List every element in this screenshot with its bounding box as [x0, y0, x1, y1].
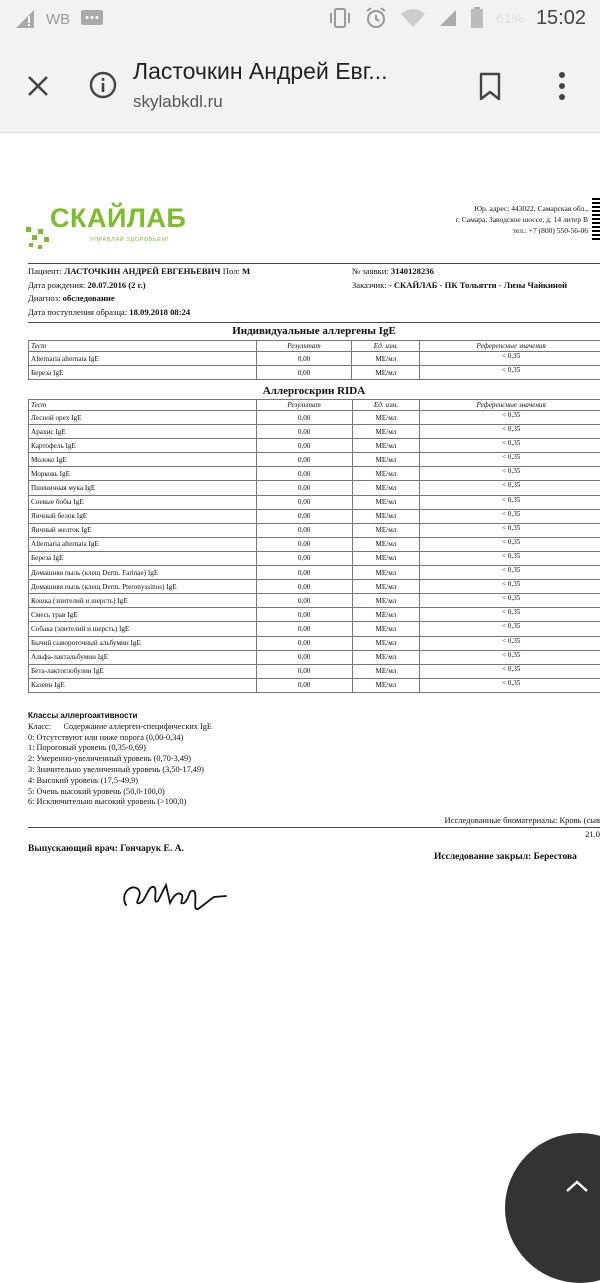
- info-icon: [88, 70, 118, 100]
- chevron-up-icon: [565, 1179, 589, 1193]
- page-info-button[interactable]: [88, 70, 118, 105]
- col-result: Результат: [256, 400, 352, 411]
- test-name: Яичный желток IgE: [29, 523, 257, 537]
- section-title-individual: Индивидуальные аллергены IgE: [28, 325, 600, 337]
- test-name: Береза IgE: [29, 366, 257, 380]
- results-table-individual: [28, 340, 600, 380]
- scroll-up-button[interactable]: [505, 1133, 600, 1283]
- unit-value: МЕ/мл: [352, 566, 420, 580]
- unit-value: МЕ/мл: [352, 594, 420, 608]
- patient-name: ЛАСТОЧКИН АНДРЕЙ ЕВГЕНЬЕВИЧ: [64, 266, 221, 276]
- result-value: 0,00: [256, 467, 352, 481]
- customer-line: [352, 280, 567, 290]
- reference-value: < 0,35: [420, 678, 600, 692]
- close-icon: [24, 72, 52, 100]
- result-value: 0,00: [256, 566, 352, 580]
- result-value: 0,00: [256, 425, 352, 439]
- more-vert-icon: [556, 70, 568, 102]
- address-line: Юр. адрес: 443022, Самарская обл.,: [456, 203, 588, 214]
- result-value: 0,00: [256, 608, 352, 622]
- test-name: Картофель IgE: [29, 439, 257, 453]
- reference-value: < 0,35: [420, 439, 600, 453]
- patient-name-line: [28, 266, 250, 276]
- unit-value: МЕ/мл: [352, 509, 420, 523]
- test-name: Alternaria alternata IgE: [29, 537, 257, 551]
- result-value: 0,00: [256, 622, 352, 636]
- lab-address: [456, 203, 588, 236]
- unit-value: МЕ/мл: [352, 537, 420, 551]
- table-row: [29, 467, 600, 481]
- reference-value: < 0,35: [420, 650, 600, 664]
- result-value: 0,00: [256, 481, 352, 495]
- table-row: [29, 580, 600, 594]
- table-row: [29, 537, 600, 551]
- message-icon: [80, 9, 104, 29]
- unit-value: МЕ/мл: [352, 650, 420, 664]
- status-bar: [0, 0, 600, 42]
- bookmark-icon: [478, 72, 502, 102]
- test-name: Собака (эпителий и шерсть) IgE: [29, 622, 257, 636]
- test-name: Alternaria alternata IgE: [29, 352, 257, 366]
- unit-value: МЕ/мл: [352, 453, 420, 467]
- col-reference: Референсные значения: [420, 341, 600, 352]
- reference-value: < 0,35: [420, 509, 600, 523]
- page-title: Ласточкин Андрей Евг...: [133, 58, 388, 85]
- table-row: [29, 495, 600, 509]
- test-name: Казеин IgE: [29, 678, 257, 692]
- table-row: [29, 664, 600, 678]
- test-name: Соевые бобы IgE: [29, 495, 257, 509]
- bookmark-button[interactable]: [478, 72, 502, 107]
- result-value: 0,00: [256, 366, 352, 380]
- diagnosis-label: Диагноз:: [28, 293, 60, 303]
- reference-value: < 0,35: [420, 352, 600, 366]
- col-test: Тест: [29, 400, 257, 411]
- clock: 15:02: [536, 7, 586, 30]
- class-item: 0: Отсутствуют или ниже порога (0,00-0,34): [28, 733, 212, 744]
- divider: [28, 322, 600, 323]
- order-line: [352, 266, 434, 276]
- alarm-icon: [364, 6, 388, 30]
- table-row: [29, 636, 600, 650]
- sex-label: Пол:: [223, 266, 240, 276]
- class-item: 4: Высокий уровень (17,5-49,9): [28, 776, 212, 787]
- more-options-button[interactable]: [556, 70, 568, 107]
- class-item: 6: Исключительно высокий уровень (>100,0): [28, 797, 212, 808]
- reference-value: < 0,35: [420, 425, 600, 439]
- sex-value: М: [242, 266, 250, 276]
- handwritten-signature: [118, 875, 228, 915]
- table-row: [29, 509, 600, 523]
- unit-value: МЕ/мл: [352, 481, 420, 495]
- unit-value: МЕ/мл: [352, 678, 420, 692]
- result-value: 0,00: [256, 636, 352, 650]
- class-item: 1: Пороговый уровень (0,35-0,69): [28, 743, 212, 754]
- test-name: Арахис IgE: [29, 425, 257, 439]
- col-reference: Референсные значения: [420, 400, 600, 411]
- classes-title: Классы аллергоактивности: [28, 711, 212, 722]
- birth-label: Дата рождения:: [28, 280, 85, 290]
- test-name: Альфа-лактальбумин IgE: [29, 650, 257, 664]
- table-header-row: [29, 400, 600, 411]
- pdf-document[interactable]: [0, 133, 600, 1066]
- table-row: [29, 650, 600, 664]
- cell-signal-icon: [438, 8, 458, 28]
- carrier-label: WB: [46, 11, 70, 28]
- doctor-signature-line: Выпускающий врач: Гончарук Е. А.: [28, 844, 184, 854]
- birth-value: 20.07.2016 (2 г.): [87, 280, 145, 290]
- close-button[interactable]: [24, 72, 52, 105]
- class-item: 2: Умеренно-увеличенный уровень (0,70-3,49): [28, 754, 212, 765]
- test-name: Кошка (эпителий и шерсть) IgE: [29, 594, 257, 608]
- table-row: [29, 608, 600, 622]
- custom-tab-toolbar: [0, 42, 600, 133]
- test-name: Смесь трав IgE: [29, 608, 257, 622]
- vibrate-icon: [328, 7, 352, 29]
- page-domain: skylabkdl.ru: [133, 92, 223, 112]
- unit-value: МЕ/мл: [352, 411, 420, 425]
- reference-value: < 0,35: [420, 481, 600, 495]
- reference-value: < 0,35: [420, 580, 600, 594]
- test-name: Морковь IgE: [29, 467, 257, 481]
- reference-value: < 0,35: [420, 594, 600, 608]
- test-name: Бычий сывороточный альбумин IgE: [29, 636, 257, 650]
- logo-name: СКАЙЛАБ: [50, 203, 186, 234]
- birth-date-line: [28, 280, 146, 290]
- result-value: 0,00: [256, 352, 352, 366]
- result-value: 0,00: [256, 678, 352, 692]
- divider: [28, 263, 600, 264]
- result-value: 0,00: [256, 650, 352, 664]
- table-row: [29, 411, 600, 425]
- result-value: 0,00: [256, 537, 352, 551]
- table-row: [29, 622, 600, 636]
- unit-value: МЕ/мл: [352, 495, 420, 509]
- diagnosis-value: обследование: [63, 293, 115, 303]
- classes-header: Класс: Содержание аллерген-специфических IgE: [28, 722, 212, 733]
- logo-slogan: УПРАВЛЯЙ ЗДОРОВЬЕМ!: [90, 237, 169, 243]
- customer-value: - СКАЙЛАБ - ПК Тольятти - Лизы Чайкиной: [389, 280, 567, 290]
- reference-value: < 0,35: [420, 523, 600, 537]
- reference-value: < 0,35: [420, 566, 600, 580]
- table-row: [29, 523, 600, 537]
- test-name: Пшеничная мука IgE: [29, 481, 257, 495]
- test-name: Яичный белок IgE: [29, 509, 257, 523]
- unit-value: МЕ/мл: [352, 580, 420, 594]
- result-value: 0,00: [256, 495, 352, 509]
- unit-value: МЕ/мл: [352, 425, 420, 439]
- table-row: [29, 566, 600, 580]
- reference-value: < 0,35: [420, 411, 600, 425]
- result-value: 0,00: [256, 411, 352, 425]
- wifi-icon: [400, 8, 426, 28]
- table-row: [29, 481, 600, 495]
- reference-value: < 0,35: [420, 366, 600, 380]
- table-row: [29, 366, 600, 380]
- unit-value: МЕ/мл: [352, 352, 420, 366]
- customer-label: Заказчик:: [352, 280, 387, 290]
- result-value: 0,00: [256, 580, 352, 594]
- col-test: Тест: [29, 341, 257, 352]
- unit-value: МЕ/мл: [352, 439, 420, 453]
- result-value: 0,00: [256, 594, 352, 608]
- table-row: [29, 453, 600, 467]
- sample-value: 18.09.2018 08:24: [129, 307, 190, 317]
- table-row: [29, 594, 600, 608]
- result-value: 0,00: [256, 453, 352, 467]
- table-row: [29, 678, 600, 692]
- barcode: [592, 198, 600, 240]
- test-name: Домашняя пыль (клещ Derm. Farinae) IgE: [29, 566, 257, 580]
- unit-value: МЕ/мл: [352, 664, 420, 678]
- results-table-screen: [28, 399, 600, 693]
- order-label: № заявки:: [352, 266, 389, 276]
- report-date: 21.0: [585, 829, 600, 839]
- address-line: тел.: +7 (800) 550-56-06: [456, 225, 588, 236]
- unit-value: МЕ/мл: [352, 551, 420, 565]
- battery-icon: [470, 7, 484, 29]
- address-line: г. Самара, Заводское шоссе, д. 14 литер В: [456, 214, 588, 225]
- test-name: Лесной орех IgE: [29, 411, 257, 425]
- test-name: Береза IgE: [29, 551, 257, 565]
- reference-value: < 0,35: [420, 636, 600, 650]
- sample-date-line: [28, 307, 190, 317]
- unit-value: МЕ/мл: [352, 636, 420, 650]
- section-title-screen: Аллергоскрин RIDA: [28, 385, 600, 397]
- reference-value: < 0,35: [420, 453, 600, 467]
- reference-value: < 0,35: [420, 495, 600, 509]
- reference-value: < 0,35: [420, 664, 600, 678]
- table-row: [29, 425, 600, 439]
- test-name: Бета-лактоглобулин IgE: [29, 664, 257, 678]
- table-row: [29, 352, 600, 366]
- unit-value: МЕ/мл: [352, 467, 420, 481]
- table-row: [29, 551, 600, 565]
- diagnosis-line: [28, 293, 115, 303]
- class-item: 5: Очень высокий уровень (50,0-100,0): [28, 787, 212, 798]
- result-value: 0,00: [256, 439, 352, 453]
- reference-value: < 0,35: [420, 622, 600, 636]
- order-number: 3140128236: [391, 266, 434, 276]
- unit-value: МЕ/мл: [352, 366, 420, 380]
- battery-percent: 61%: [496, 10, 524, 26]
- result-value: 0,00: [256, 664, 352, 678]
- table-row: [29, 439, 600, 453]
- test-name: Молоко IgE: [29, 453, 257, 467]
- unit-value: МЕ/мл: [352, 523, 420, 537]
- col-result: Результат: [256, 341, 352, 352]
- divider: [28, 827, 600, 828]
- unit-value: МЕ/мл: [352, 608, 420, 622]
- allergy-classes: [28, 711, 212, 808]
- biomaterials: Исследованные биоматериалы: Кровь (сыв: [445, 815, 600, 825]
- closed-by: Исследование закрыл: Берестова: [434, 852, 577, 862]
- result-value: 0,00: [256, 523, 352, 537]
- result-value: 0,00: [256, 509, 352, 523]
- test-name: Домашняя пыль (клещ Derm. Pteronyssinus) IgE: [29, 580, 257, 594]
- table-header-row: [29, 341, 600, 352]
- patient-name-label: Пациент:: [28, 266, 62, 276]
- signal-alert-icon: [14, 8, 36, 30]
- sample-label: Дата поступления образца:: [28, 307, 127, 317]
- reference-value: < 0,35: [420, 608, 600, 622]
- unit-value: МЕ/мл: [352, 622, 420, 636]
- col-unit: Ед. изм.: [352, 400, 420, 411]
- result-value: 0,00: [256, 551, 352, 565]
- class-item: 3: Значительно увеличенный уровень (3,50-17,49): [28, 765, 212, 776]
- reference-value: < 0,35: [420, 551, 600, 565]
- reference-value: < 0,35: [420, 467, 600, 481]
- col-unit: Ед. изм.: [352, 341, 420, 352]
- reference-value: < 0,35: [420, 537, 600, 551]
